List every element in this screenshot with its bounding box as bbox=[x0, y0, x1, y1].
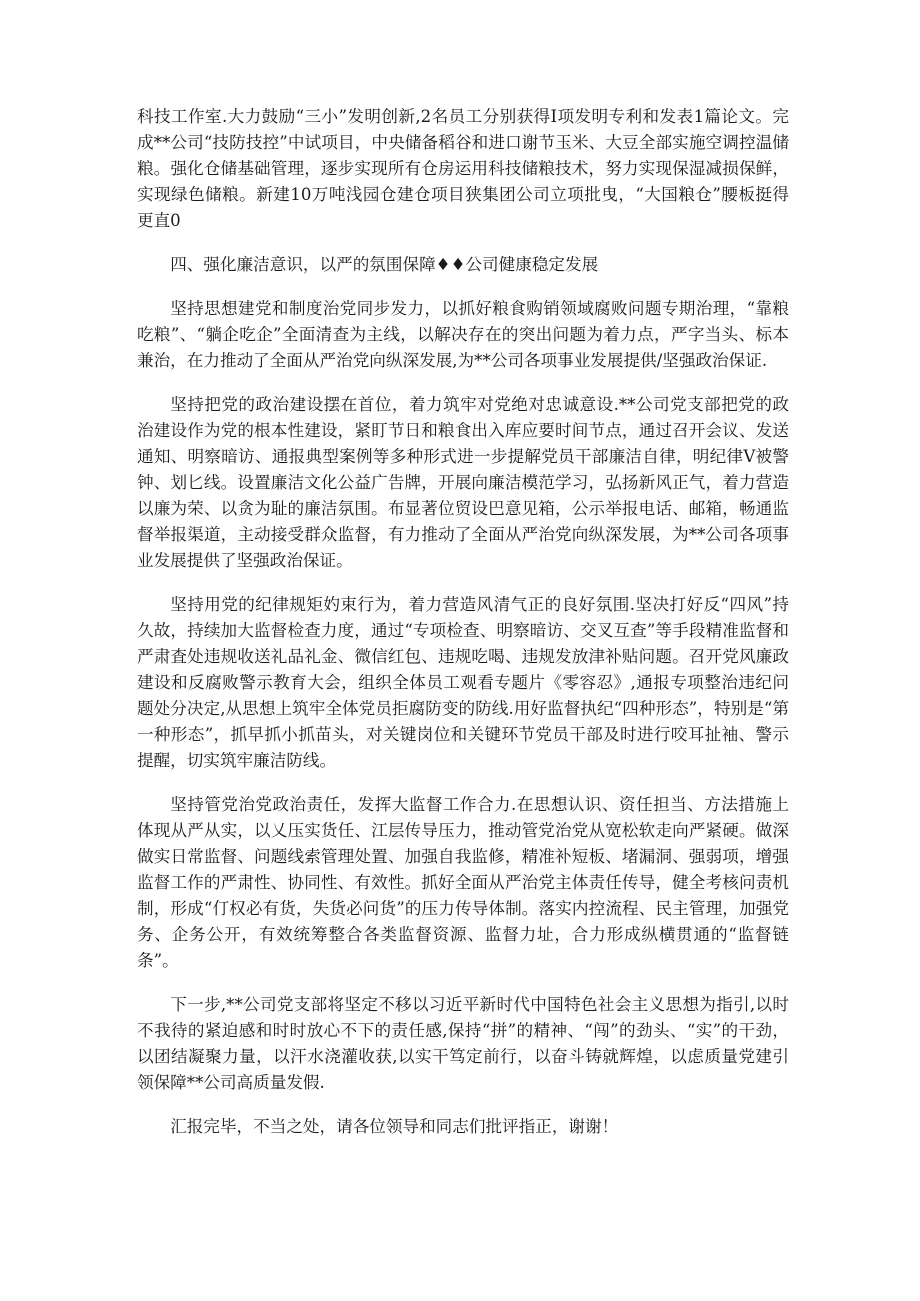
paragraph-thought-and-system: 坚持思想建党和制度治党同步发力，以抓好粮食购销领域腐败问题专期治理，“靠粮吃粮”、“躺企吃企”全面清查为主线，以解决存在的突出问题为着力点，严字当头、标本兼治，在力推动了全面从严治党向纵深发展,为**公司各项事业发展提供/坚强政治保证. bbox=[137, 299, 789, 370]
paragraph-discipline-rules: 坚持用党的纪律规矩妁束行为，着力营造风清气正的良好氛围.坚决打好反“四风”持久故，持续加大监督检查力度，通过“专项检查、明察暗访、交叉互查”等手段精准监督和严肃査处违规收送礼品礼金、微信红包、违规吃喝、违规发放津补贴问题。召开党风廉政建设和反腐败警示教育大会，组织全体员工观看专题片《零容忍》,通报专项整治违纪问题处分决定,从思想上筑牢全体党员拒腐防变的防线.用好监督执纪“四种形态”，特别是“第一种形态”，抓早抓小抓苗头，对关键岗位和关键环节党员干部及时进行咬耳扯袖、警示提醒，切实筑牢廉洁防线。 bbox=[137, 595, 789, 770]
section-heading-four: 四、强化廉洁意识，以严的氛围保障♦♦公司健康稳定发展 bbox=[170, 255, 599, 274]
document-body bbox=[137, 104, 789, 1158]
paragraph-closing: 汇报完毕，不当之处，请各位领导和同志们批评指正，谢谢！ bbox=[170, 1117, 619, 1136]
paragraph-political-construction: 坚持把党的政治建设摆在首位，着力筑牢对党绝对忠诚意设.**公司党支部把党的政治建设作为党的根本性建设，紧盯节日和粮食出入库应要时间节点，通过召开会议、发送通知、明察暗访、通报典型案例等多种形式进一步提解党员干部廉洁自律，明纪律V被警钟、划匕线。设置廉洁文化公益广告牌，开展向廉洁模范学习，弘扬新风正气，着力营造以廉为荣、以贪为耻的廉洁氛围。布显著位贸设巴意见箱，公示举报电话、邮箱，畅通监督举报渠道，主动接受群众监督，有力推动了全面从严治党向纵深发展，为**公司各项事业发展提供了坚强政治保证。 bbox=[137, 395, 789, 570]
paragraph-political-responsibility: 坚持管党治党政治责任，发挥大监督工作合力.在思想认识、资任担当、方法措施上体现从严从实，以乂压实货任、江层传导压力，推动管党治党从宽松软走向严紧硬。做深做实日常监督、问题线索管理处置、加强自我监修，精准补短板、堵漏洞、强弱项，增强监督工作的严肃性、协同性、有效性。抓好全面从严治党主体责任传导，健全考核问责机制，形成“仃权必有货，失货必问货”的压力传导体制。落实内控流程、民主管理，加强党务、企务公开，有效统筹整合各类监督资源、监督力址，合力形成纵横贯通的“监督链条”。 bbox=[137, 795, 789, 970]
paragraph-next-step: 下一步,**公司党支部将坚定不移以习近平新时代中国特色社会主义思想为指引,以时不我待的紧迫感和时时放心不下的责任感,保持“拼”的精神、“闯”的劲头、“实”的干劲，以团结凝聚力量，以汗水浇灌收获,以实干笃定前行，以奋斗铸就辉煌，以虑质量党建引领保障**公司高质量发假. bbox=[137, 995, 790, 1092]
paragraph-tech-workshop: 科技工作室.大力鼓励“三小”发明创新,2名员工分别获得I项发明专利和发表1篇论文。完成**公司“技防技控”中试项目，中央储备稻谷和进口谢节玉米、大豆全部实施空调控温储粮。强化仓储基础管理，逐步实现所有仓房运用科技储粮技术，努力实现保湿减损保鲜，实现绿色储粮。新建10万吨浅园仓建仓项目狭集团公司立项批曳，“大国粮仓”腰板挺得更直0 bbox=[137, 107, 789, 230]
